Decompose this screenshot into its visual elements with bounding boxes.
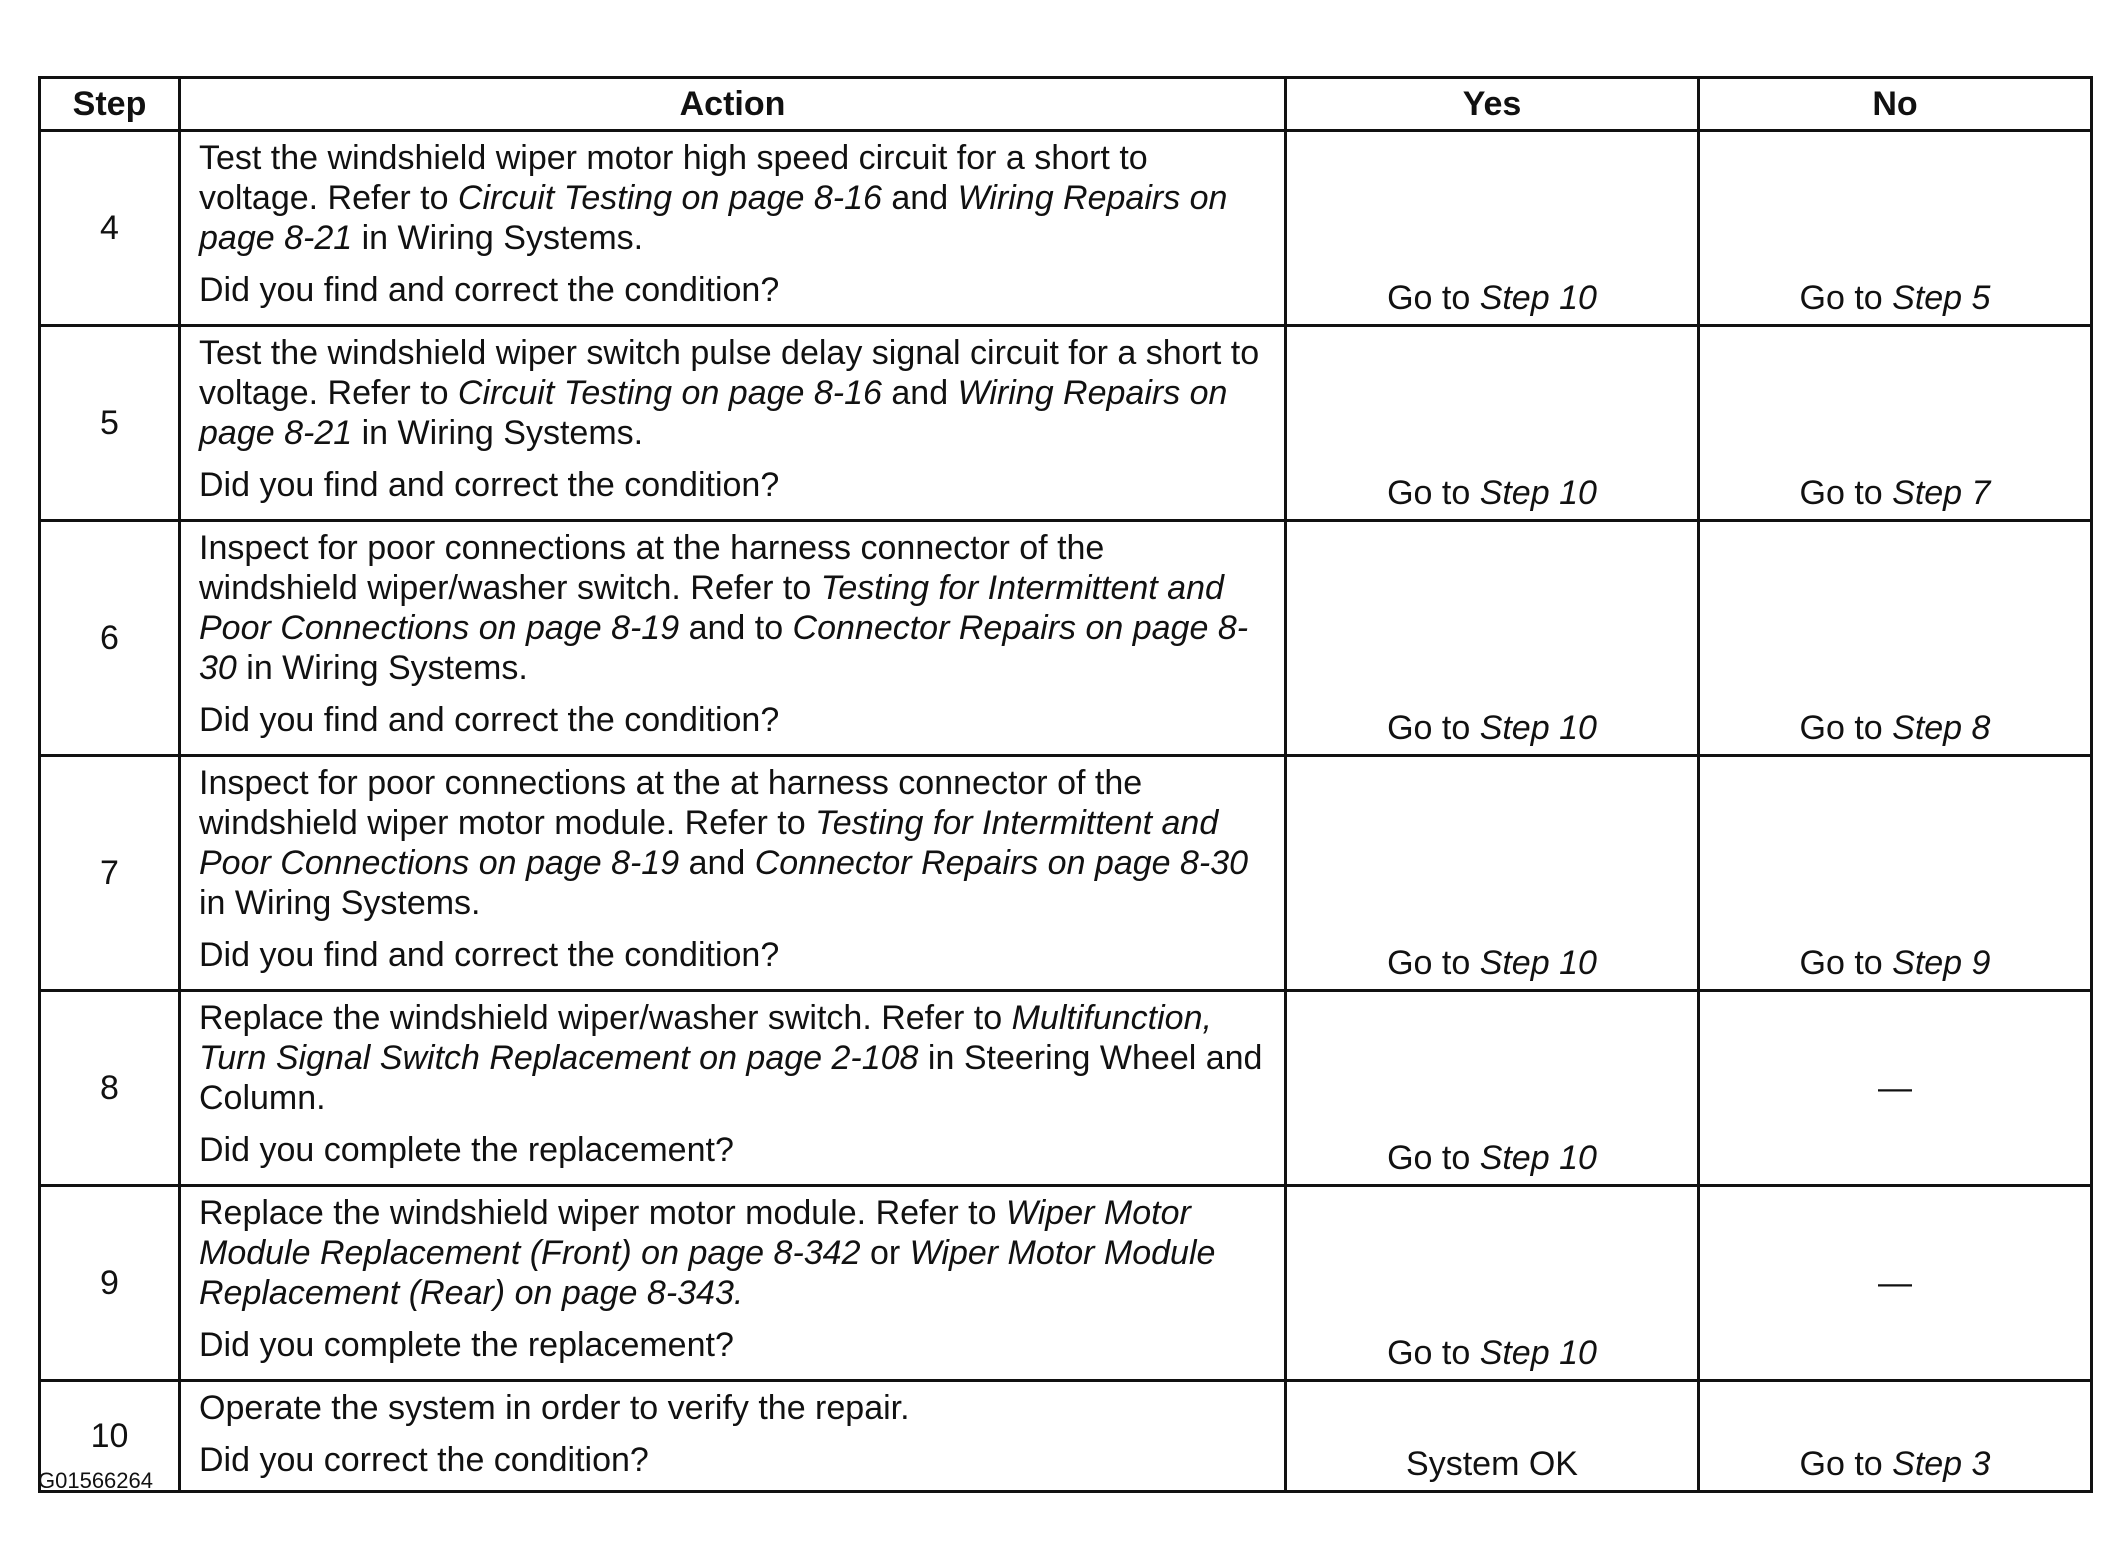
no-step-reference: Step 9 [1892,944,1991,982]
table-row [40,991,2092,1186]
yes-step-reference: Step 10 [1479,474,1597,512]
yes-result [1286,1381,1699,1492]
action-cell [180,991,1286,1186]
yes-result-text: Go to [1387,709,1480,747]
reference-text: Circuit Testing on page 8-16 [457,374,882,412]
table-row [40,521,2092,756]
no-result [1699,131,2092,326]
action-question: Did you find and correct the condition? [199,701,780,739]
action-cell [180,131,1286,326]
no-result-text: Go to [1799,279,1893,317]
reference-text: Wiper Motor Module Replacement (Front) on page 8-342 [199,1194,1191,1272]
no-step-reference: Step 5 [1892,279,1991,317]
action-text: Replace the windshield wiper motor module. Refer to [199,1194,1006,1232]
step-number: 5 [40,326,180,521]
no-result [1699,991,2092,1186]
action-text: and [881,179,958,217]
action-question: Did you find and correct the condition? [199,271,780,309]
action-text: Operate the system in order to verify the repair. [199,1389,910,1427]
reference-text: Wiper Motor Module Replacement (Rear) on page 8-343. [199,1234,1216,1312]
action-text: in Wiring Systems. [199,884,481,922]
header-no: No [1699,78,2092,131]
table-row [40,756,2092,991]
action-text: Replace the windshield wiper/washer switch. Refer to [199,999,1012,1037]
table-row [40,326,2092,521]
no-result-text: Go to [1799,474,1893,512]
action-description [199,1388,1270,1428]
yes-result [1286,131,1699,326]
yes-result-text: Go to [1387,474,1480,512]
action-description [199,1193,1270,1313]
action-text: in Steering Wheel and Column. [199,1039,1263,1117]
action-text: or [860,1234,910,1272]
reference-text: Testing for Intermittent and Poor Connections on page 8-19 [199,569,1224,647]
yes-result [1286,521,1699,756]
action-text: Test the windshield wiper switch pulse delay signal circuit for a short to voltage. Refer to [199,334,1260,412]
action-cell [180,756,1286,991]
step-number: 6 [40,521,180,756]
table-body [40,131,2092,1492]
action-text: in Wiring Systems. [352,414,644,452]
yes-result [1286,991,1699,1186]
action-text: and [679,844,755,882]
reference-text: Connector Repairs on page 8-30 [754,844,1249,882]
action-description [199,333,1270,453]
action-description [199,528,1270,688]
action-text: Test the windshield wiper motor high speed circuit for a short to voltage. Refer to [199,139,1148,217]
reference-text: Circuit Testing on page 8-16 [457,179,882,217]
no-result-text: Go to [1799,709,1893,747]
action-text: Inspect for poor connections at the harness connector of the windshield wiper/washer switch. Refer to [199,529,1105,607]
yes-step-reference: Step 10 [1479,1139,1597,1177]
yes-result-text: Go to [1387,944,1480,982]
no-result-text: — [1878,1264,1912,1302]
action-text: and [881,374,958,412]
yes-step-reference: Step 10 [1479,944,1597,982]
action-cell [180,1381,1286,1492]
action-cell [180,521,1286,756]
no-result [1699,326,2092,521]
action-description [199,998,1270,1118]
yes-result-text: Go to [1387,1139,1480,1177]
yes-result-text: Go to [1387,1334,1480,1372]
table-row [40,1381,2092,1492]
yes-step-reference: Step 10 [1479,709,1597,747]
header-action: Action [180,78,1286,131]
action-question: Did you find and correct the condition? [199,936,780,974]
step-number: 4 [40,131,180,326]
reference-text: Multifunction, Turn Signal Switch Replacement on page 2-108 [199,999,1212,1077]
table-row [40,131,2092,326]
action-question: Did you correct the condition? [199,1441,649,1479]
reference-text: Connector Repairs on page 8-30 [199,609,1249,687]
reference-text: Testing for Intermittent and Poor Connections on page 8-19 [199,804,1219,882]
action-cell [180,326,1286,521]
step-number: 8 [40,991,180,1186]
action-text: in Wiring Systems. [236,649,528,687]
no-result [1699,521,2092,756]
header-row [40,78,2092,131]
step-number: 9 [40,1186,180,1381]
step-number: 10 [40,1381,180,1492]
action-cell [180,1186,1286,1381]
yes-result [1286,326,1699,521]
yes-result [1286,756,1699,991]
no-result [1699,756,2092,991]
action-question: Did you complete the replacement? [199,1131,734,1169]
action-description [199,763,1270,923]
figure-id: G01566264 [38,1468,153,1493]
no-result [1699,1381,2092,1492]
header-yes: Yes [1286,78,1699,131]
yes-result [1286,1186,1699,1381]
yes-step-reference: Step 10 [1479,279,1597,317]
reference-text: Wiring Repairs on page 8-21 [199,374,1228,452]
no-step-reference: Step 7 [1892,474,1991,512]
no-result-text: — [1878,1069,1912,1107]
action-question: Did you complete the replacement? [199,1326,734,1364]
yes-result-text: Go to [1387,279,1480,317]
no-step-reference: Step 3 [1892,1445,1991,1483]
no-result [1699,1186,2092,1381]
action-text: and to [679,609,793,647]
no-result-text: Go to [1799,1445,1893,1483]
header-step: Step [40,78,180,131]
action-question: Did you find and correct the condition? [199,466,780,504]
yes-result-text: System OK [1406,1445,1578,1483]
table-row [40,1186,2092,1381]
action-text: in Wiring Systems. [352,219,644,257]
step-number: 7 [40,756,180,991]
action-text: Inspect for poor connections at the at harness connector of the windshield wiper motor module. Refer to [199,764,1143,842]
no-step-reference: Step 8 [1892,709,1991,747]
no-result-text: Go to [1799,944,1893,982]
diagnostic-table [38,76,2093,1493]
action-description [199,138,1270,258]
yes-step-reference: Step 10 [1479,1334,1597,1372]
reference-text: Wiring Repairs on page 8-21 [199,179,1228,257]
